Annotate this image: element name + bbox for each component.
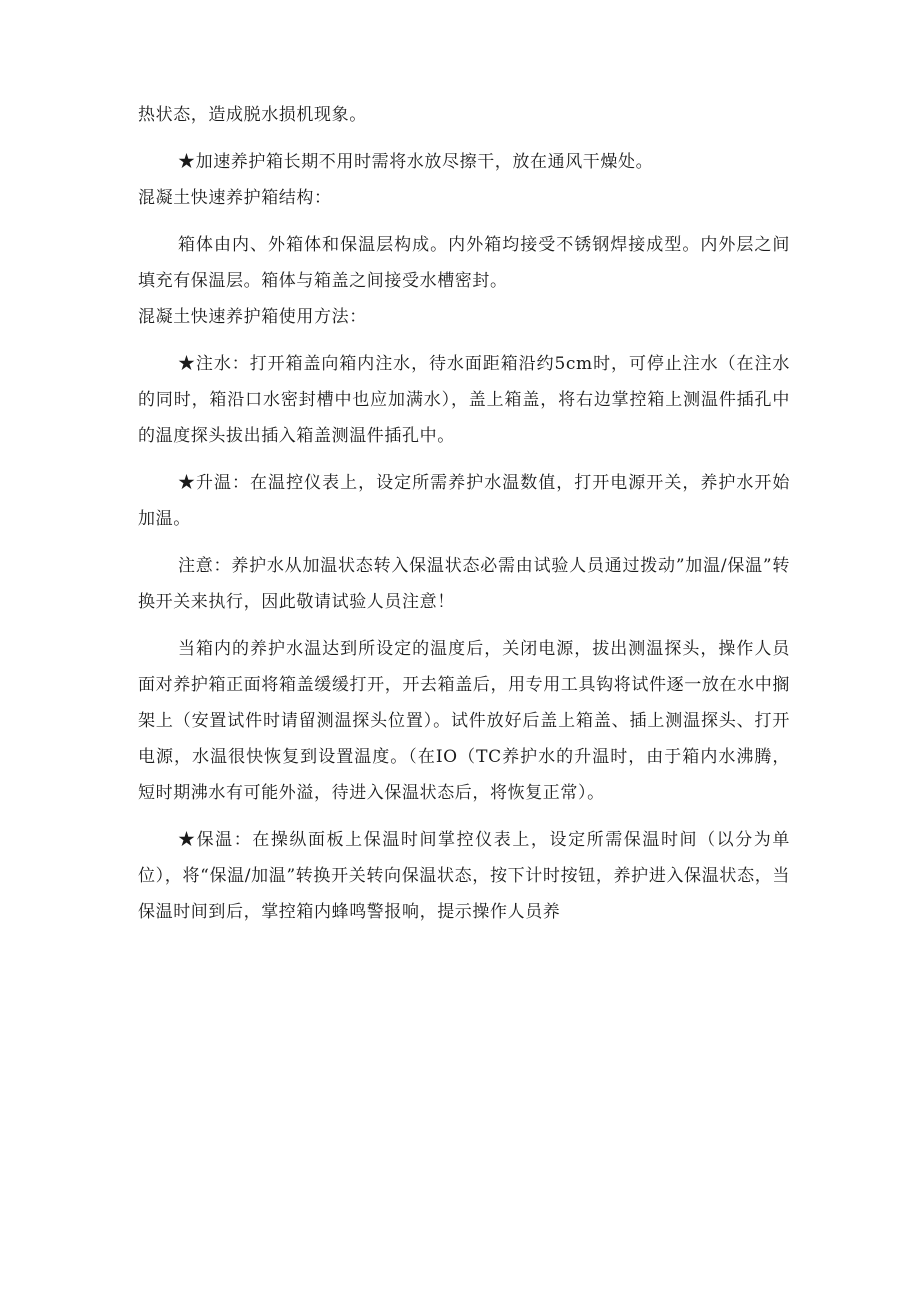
paragraph-continuation: 热状态，造成脱水损机现象。 bbox=[138, 105, 367, 125]
paragraph-heating: ★升温：在温控仪表上，设定所需养护水温数值，打开电源开关，养护水开始加温。 bbox=[138, 473, 790, 529]
paragraph-procedure: 当箱内的养护水温达到所设定的温度后，关闭电源，拔出测温探头，操作人员面对养护箱正面将箱盖缓缓打开，开去箱盖后，用专用工具钩将试件逐一放在水中搁架上（安置试件时请留测温探头位置）。试件放好后盖上箱盖、插上测温探头、打开电源，水温很快恢复到设置温度。（在IO（TC养护水的升温时，由于箱内水沸腾，短时期沸水有可能外溢，待进入保温状态后，将恢复正常）。 bbox=[138, 639, 790, 803]
paragraph-attention: 注意：养护水从加温状态转入保温状态必需由试验人员通过拨动”加温/保温”转换开关来执行，因此敬请试验人员注意！ bbox=[138, 556, 790, 612]
document-body bbox=[138, 97, 790, 930]
paragraph-fill-water: ★注水：打开箱盖向箱内注水，待水面距箱沿约5cm时，可停止注水（在注水的同时，箱沿口水密封槽中也应加满水），盖上箱盖，将右边掌控箱上测温件插孔中的温度探头拔出插入箱盖测温件插孔中。 bbox=[138, 354, 790, 446]
paragraph-structure: 箱体由内、外箱体和保温层构成。内外箱均接受不锈钢焊接成型。内外层之间填充有保温层。箱体与箱盖之间接受水槽密封。 bbox=[138, 235, 790, 291]
paragraph-insulation: ★保温：在操纵面板上保温时间掌控仪表上，设定所需保温时间（以分为单位），将“保温/加温”转换开关转向保温状态，按下计时按钮，养护进入保温状态，当保温时间到后，掌控箱内蜂鸣警报响，提示操作人员养 bbox=[138, 830, 790, 922]
section-heading-structure: 混凝土快速养护箱结构： bbox=[138, 188, 332, 208]
paragraph-storage-note: ★加速养护箱长期不用时需将水放尽擦干，放在通风干燥处。 bbox=[178, 152, 654, 172]
section-heading-usage: 混凝土快速养护箱使用方法： bbox=[138, 307, 367, 327]
